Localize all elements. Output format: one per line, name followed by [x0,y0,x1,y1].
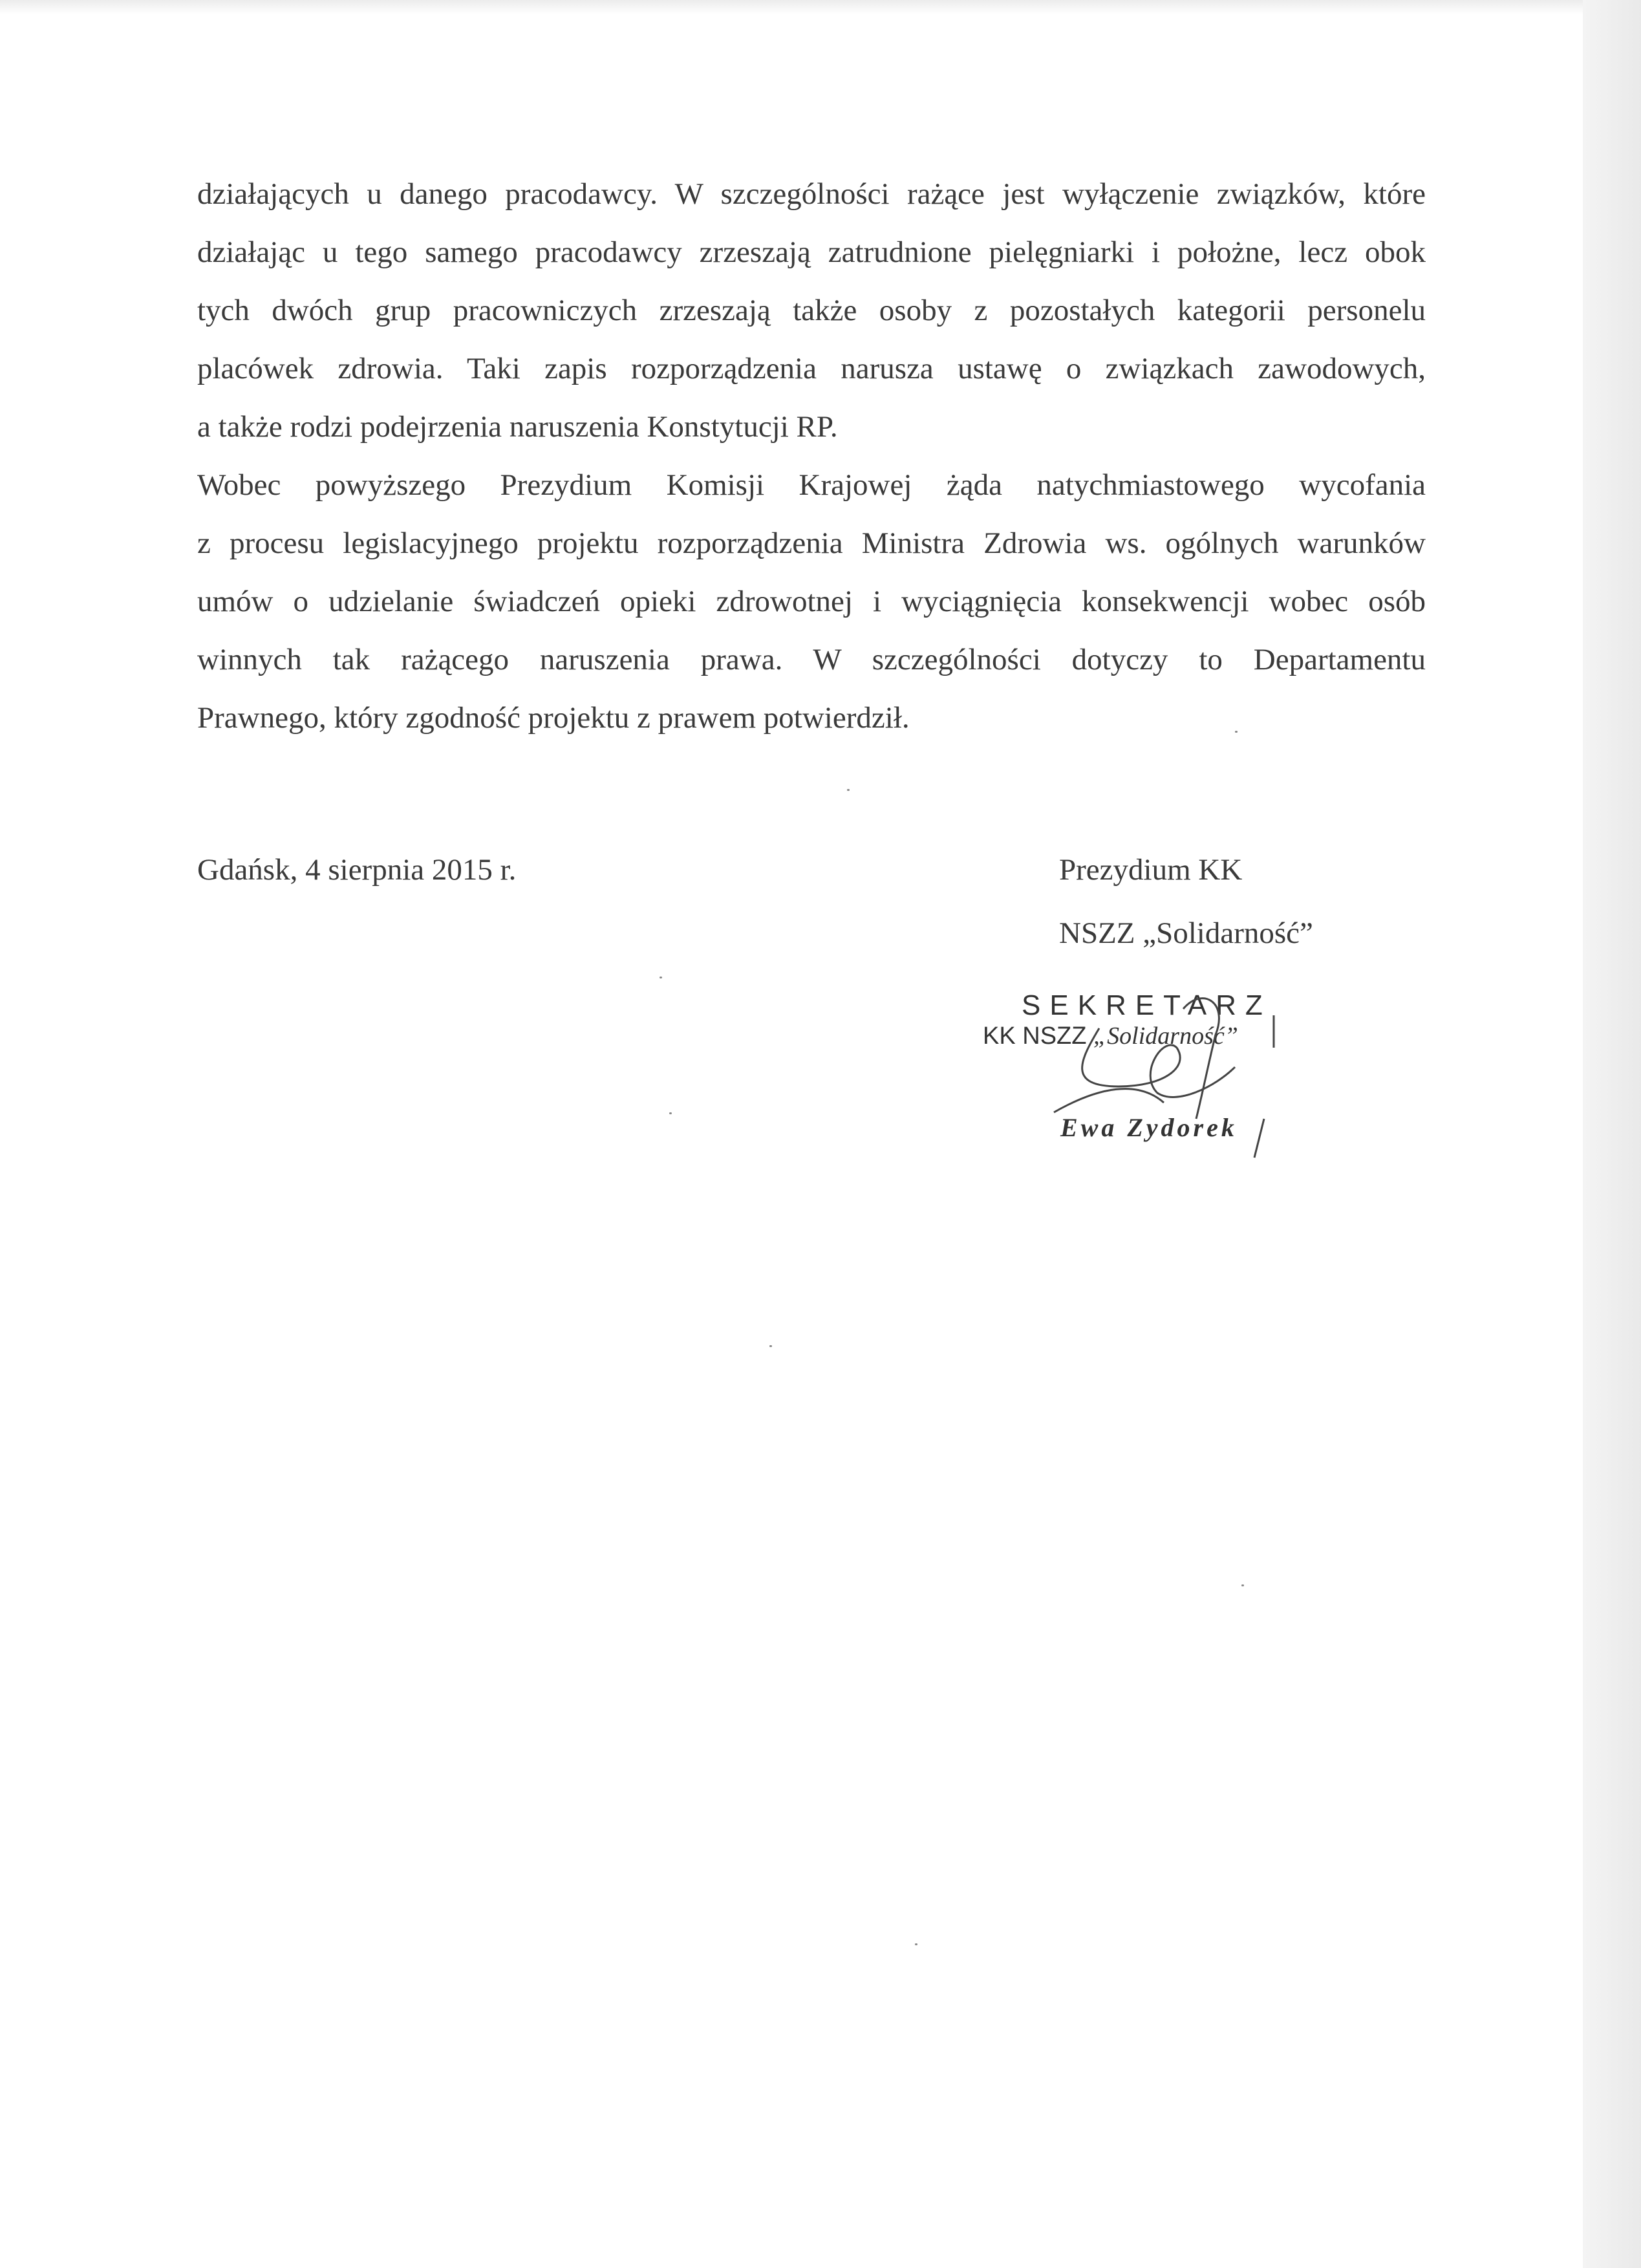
signatory-line-1: Prezydium KK [1059,853,1243,887]
stamp-title: SEKRETARZ [1022,989,1272,1021]
scan-speck [915,1943,917,1945]
scan-speck [1241,1584,1244,1586]
stamp-name: Ewa Zydorek [1060,1113,1238,1142]
body-line: z procesu legislacyjnego projektu rozporządzenia Ministra Zdrowia ws. ogólnych warunków [197,526,1426,560]
body-line: Prawnego, który zgodność projektu z prawem potwierdził. [197,701,910,735]
letter-body [197,165,1426,747]
scan-page-edge [1583,0,1641,2268]
scan-speck [1235,731,1238,733]
scan-top-shadow [0,0,1641,14]
scan-speck [669,1112,672,1114]
body-line: umów o udzielanie świadczeń opieki zdrowotnej i wyciągnięcia konsekwencji wobec osób [197,585,1426,618]
handwritten-signature-icon [970,989,1306,1183]
body-line: winnych tak rażącego naruszenia prawa. W szczególności dotyczy to Departamentu [197,643,1426,676]
body-line: działając u tego samego pracodawcy zrzeszają zatrudnione pielęgniarki i położne, lecz obok [197,235,1426,269]
scan-speck [660,977,662,978]
stamp-org-name: „Solidarność” [1093,1022,1238,1050]
body-line: Wobec powyższego Prezydium Komisji Krajowej żąda natychmiastowego wycofania [197,468,1426,502]
signatory-line-2: NSZZ „Solidarność” [1059,916,1313,950]
stamp-org-prefix: KK NSZZ [983,1022,1087,1050]
signatory-block [1059,850,1313,977]
body-line: placówek zdrowia. Taki zapis rozporządzenia narusza ustawę o związkach zawodowych, [197,352,1426,385]
body-line: działających u danego pracodawcy. W szczególności rażące jest wyłączenie związków, które [197,177,1426,211]
scan-speck [847,789,850,791]
body-line: tych dwóch grup pracowniczych zrzeszają także osoby z pozostałych kategorii personelu [197,294,1426,327]
body-line: a także rodzi podejrzenia naruszenia Konstytucji RP. [197,410,838,444]
secretary-stamp [970,989,1306,1183]
scan-speck [769,1345,772,1347]
place-and-date: Gdańsk, 4 sierpnia 2015 r. [197,853,517,887]
